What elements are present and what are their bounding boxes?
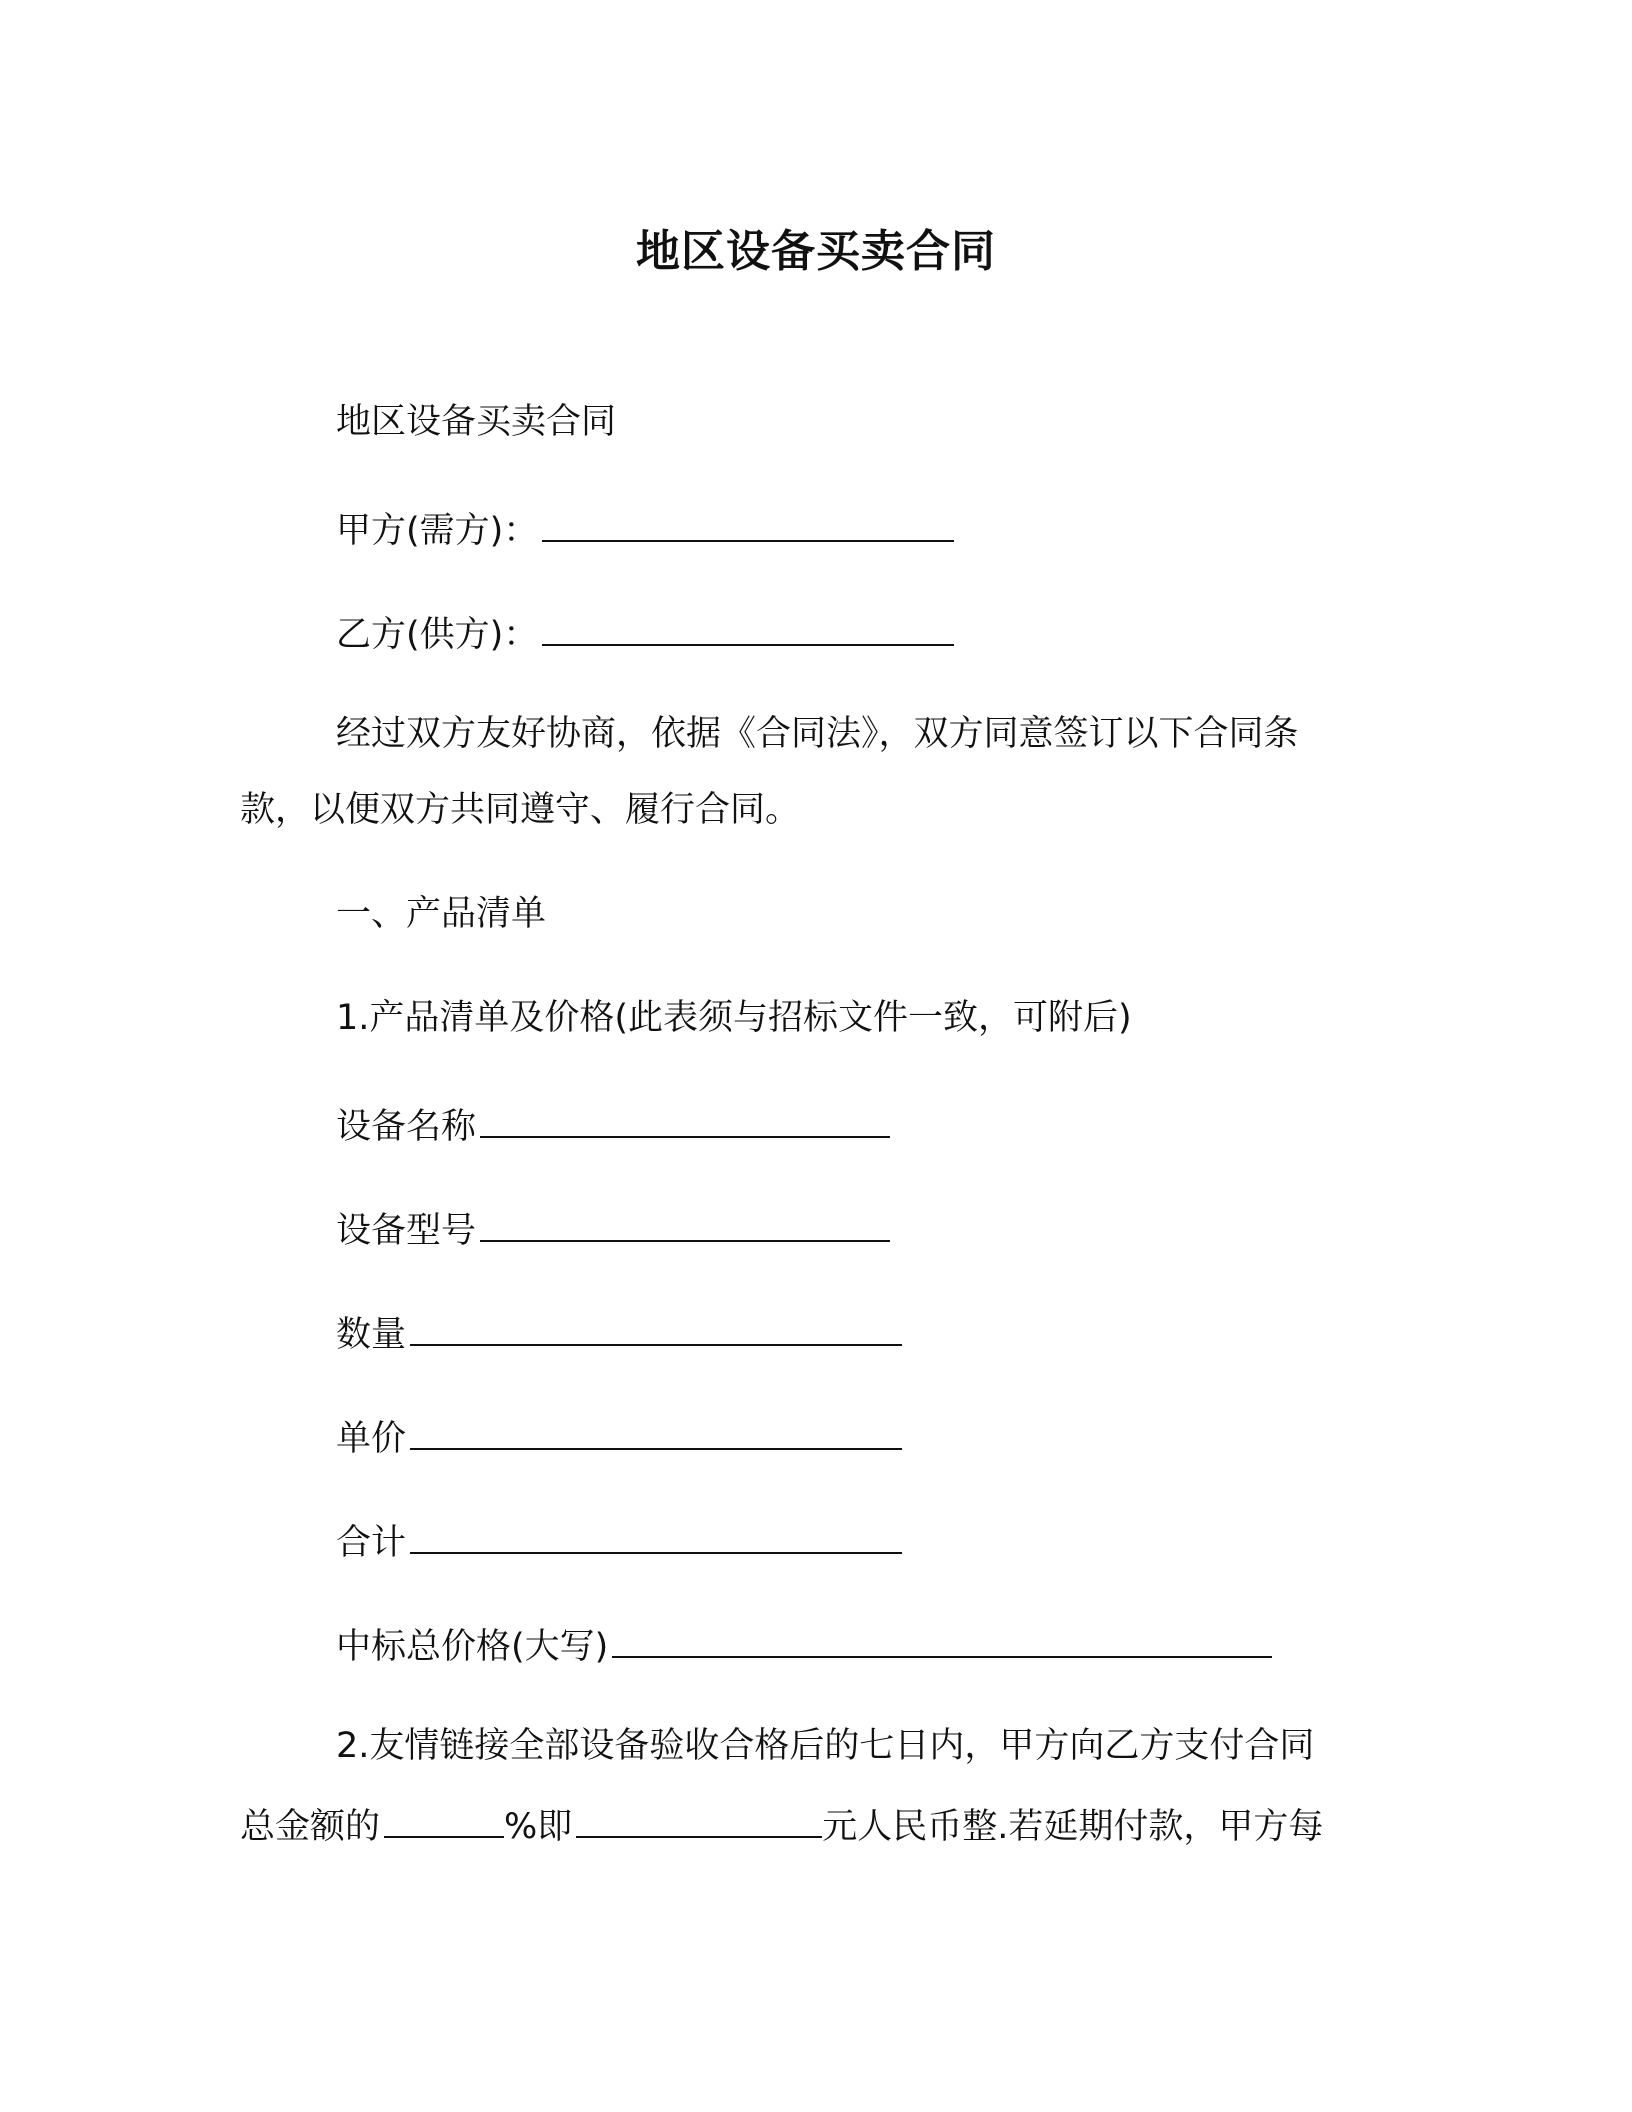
document-subtitle: 地区设备买卖合同: [336, 402, 617, 442]
unit-price-label: 单价: [336, 1419, 407, 1459]
item-2-line-2: [240, 1798, 1323, 1851]
equipment-model-blank: [480, 1202, 890, 1242]
quantity-label: 数量: [336, 1315, 407, 1355]
section-1-heading: 一、产品清单: [336, 894, 547, 934]
equipment-name-field: [336, 1098, 890, 1151]
bid-total-price-label: 中标总价格(大写): [336, 1627, 609, 1667]
item-2-line-1: 2.友情链接全部设备验收合格后的七日内，甲方向乙方支付合同: [336, 1726, 1315, 1766]
percent-blank: [384, 1798, 504, 1838]
document-title: 地区设备买卖合同: [636, 226, 996, 277]
quantity-field: [336, 1306, 902, 1359]
intro-paragraph-line-1: 经过双方友好协商，依据《合同法》，双方同意签订以下合同条: [336, 714, 1299, 754]
intro-paragraph-line-2: 款，以便双方共同遵守、履行合同。: [240, 790, 801, 830]
unit-price-blank: [410, 1410, 902, 1450]
total-field: [336, 1514, 902, 1567]
party-a-label: 甲方(需方)：: [336, 511, 539, 551]
equipment-name-blank: [480, 1098, 890, 1138]
percent-label: %即: [504, 1807, 573, 1847]
party-b-blank: [542, 606, 954, 646]
total-label: 合计: [336, 1523, 407, 1563]
party-a-line: [336, 502, 954, 555]
bid-total-price-blank: [612, 1618, 1272, 1658]
item-1-heading: 1.产品清单及价格(此表须与招标文件一致，可附后): [336, 998, 1132, 1038]
amount-blank: [576, 1798, 822, 1838]
party-a-blank: [542, 502, 954, 542]
total-blank: [410, 1514, 902, 1554]
equipment-model-label: 设备型号: [336, 1211, 477, 1251]
unit-price-field: [336, 1410, 902, 1463]
late-payment-text: 元人民币整.若延期付款，甲方每: [822, 1807, 1324, 1847]
equipment-name-label: 设备名称: [336, 1107, 477, 1147]
party-b-label: 乙方(供方)：: [336, 615, 539, 655]
equipment-model-field: [336, 1202, 890, 1255]
quantity-blank: [410, 1306, 902, 1346]
party-b-line: [336, 606, 954, 659]
total-amount-label: 总金额的: [240, 1807, 381, 1847]
bid-total-price-field: [336, 1618, 1272, 1671]
